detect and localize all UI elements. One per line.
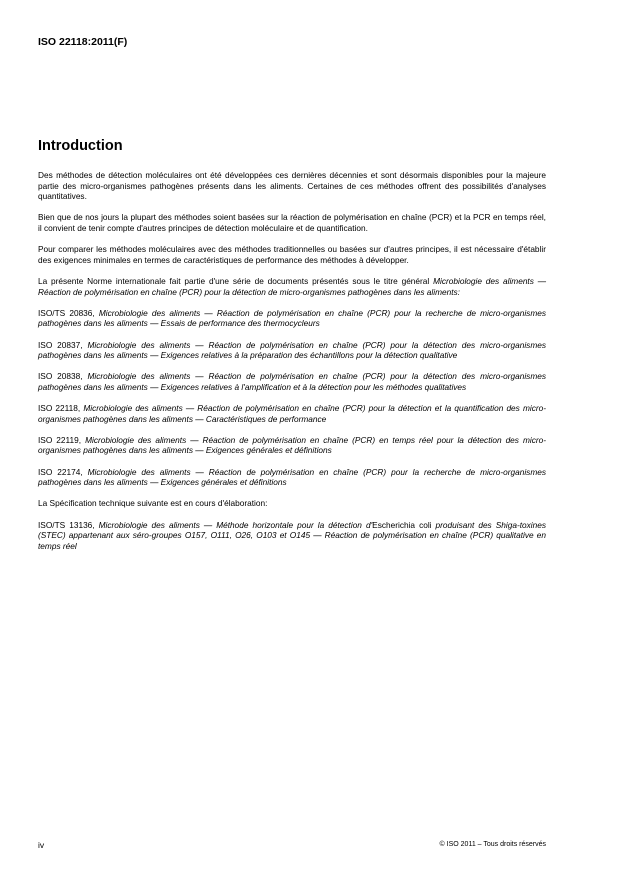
series-title: Microbiologie des aliments — Réaction de polymérisation en chaîne (PCR) pour la détection de micro-organismes pathogènes dans les aliments: — [38, 275, 546, 297]
reference-title: Microbiologie des aliments — Réaction de polymérisation en chaîne (PCR) pour la recherche de micro-organismes pathogènes dans les aliments — Essais de performance des thermocycleurs — [38, 307, 546, 329]
reference-title: Microbiologie des aliments — Réaction de polymérisation en chaîne (PCR) pour la détection des micro-organismes pathogènes dans les aliments — Exigences relatives à la préparation des échantillons pour la détection qualitative — [38, 339, 547, 361]
section-title: Introduction — [38, 138, 123, 154]
reference-title-part: Microbiologie des aliments — Méthode horizontale pour la détection d' — [98, 519, 373, 530]
reference-code: ISO 22174, — [38, 466, 88, 477]
reference-title: Microbiologie des aliments — Réaction de polymérisation en chaîne (PCR) pour la recherche de micro-organismes pathogènes dans les aliments — Exigences générales et définitions — [38, 466, 546, 488]
document-id: ISO 22118:2011(F) — [38, 36, 128, 48]
reference-title: Microbiologie des aliments — Réaction de polymérisation en chaîne (PCR) pour la détection des micro-organismes pathogènes dans les aliments — Exigences relatives à l'amplification et à la détection pour les méthodes qualitatives — [38, 371, 547, 392]
reference-title-part: produisant des Shiga-toxines (STEC) appartenant aux séro-groupes O157, O111, O26, O103 et O145 — Réaction de polymérisation en chaîne (PCR) qualitative en temps réel — [38, 519, 547, 551]
reference-item — [38, 403, 546, 424]
reference-item — [38, 340, 546, 361]
page-number: iv — [38, 840, 45, 850]
reference-code: ISO/TS 13136, — [38, 519, 99, 530]
reference-item — [38, 308, 546, 329]
series-intro-text: La présente Norme internationale fait partie d'une série de documents présentés sous le titre général — [38, 275, 430, 286]
pending-intro: La Spécification technique suivante est en cours d'élaboration: — [38, 498, 268, 509]
reference-item — [38, 467, 546, 488]
intro-paragraph: Pour comparer les méthodes moléculaires avec des méthodes traditionnelles ou basées sur d'autres principes, il est nécessaire d'établir des exigences minimales en termes de caractéristiques de performance des méthodes à développer. — [38, 244, 546, 265]
reference-title: Microbiologie des aliments — Réaction de polymérisation en chaîne (PCR) pour la détection et la quantification des micro-organismes pathogènes dans les aliments — Caractéristiques de performance — [38, 403, 546, 424]
series-intro-paragraph — [38, 276, 546, 297]
copyright-notice: © ISO 2011 – Tous droits réservés — [439, 841, 546, 848]
intro-paragraph: Des méthodes de détection moléculaires ont été développées ces dernières décennies et sont désormais disponibles pour la majeure partie des micro-organismes pathogènes présents dans les aliments. Certaines de ces méthodes offrent des possibilités d'analyses quantitatives. — [38, 170, 546, 202]
reference-item — [38, 371, 546, 392]
section-body — [38, 170, 546, 562]
organism-name: Escherichia coli — [372, 519, 432, 530]
reference-code: ISO 20837, — [38, 339, 88, 350]
reference-code: ISO/TS 20836, — [38, 307, 99, 318]
reference-title: Microbiologie des aliments — Réaction de polymérisation en chaîne (PCR) en temps réel pour la détection des micro-organismes pathogènes dans les aliments — Exigences générales et définitions — [38, 434, 546, 456]
reference-item — [38, 435, 546, 456]
reference-code: ISO 22119, — [38, 434, 86, 445]
intro-paragraph: Bien que de nos jours la plupart des méthodes soient basées sur la réaction de polymérisation en chaîne (PCR) et la PCR en temps réel, il convient de tenir compte d'autres principes de détection moléculaire et de quantification. — [38, 212, 546, 233]
reference-code: ISO 20838, — [38, 371, 88, 382]
pending-reference-item — [38, 520, 546, 552]
reference-code: ISO 22118, — [38, 403, 84, 414]
